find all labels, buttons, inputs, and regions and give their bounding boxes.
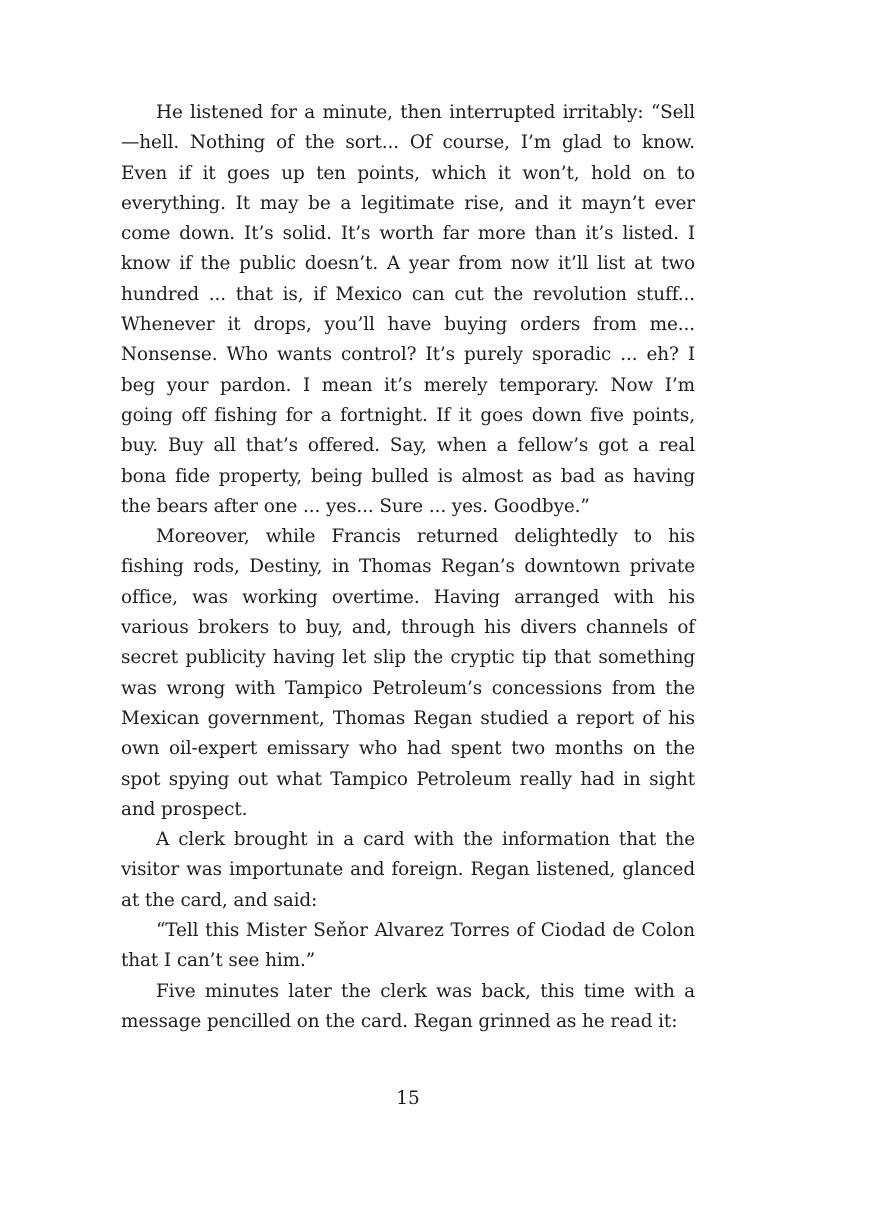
paragraph: He listened for a minute, then interrupted irritably: “Sell—hell. Nothing of the sort... Of course, I’m glad to know. Even if it goes up ten points, which it won’t, hold on to everything. It may be a legitimate rise, and it mayn’t ever come down. It’s solid. It’s worth far more than it’s listed. I know if the public doesn’t. A year from now it’ll list at two hundred ... that is, if Mexico can cut the revolution stuff... Whenever it drops, you’ll have buying orders from me... Nonsense. Who wants control? It’s purely sporadic ... eh? I beg your pardon. I mean it’s merely temporary. Now I’m going off fishing for a fortnight. If it goes down five points, buy. Buy all that’s offered. Say, when a fellow’s got a real bona fide property, being bulled is almost as bad as having the bears after one ... yes... Sure ... yes. Goodbye.” (121, 102, 695, 517)
paragraph: A clerk brought in a card with the information that the visitor was importunate and foreign. Regan listened, glanced at the card, and said: (121, 829, 695, 911)
paragraph: Five minutes later the clerk was back, this time with a message pencilled on the card. Regan grinned as he read it: (121, 980, 695, 1032)
body-text (121, 98, 695, 1037)
paragraph: Moreover, while Francis returned delightedly to his fishing rods, Destiny, in Thomas Regan’s downtown private office, was working overtime. Having arranged with his various brokers to buy, and, through his divers channels of secret publicity having let slip the cryptic tip that something was wrong with Tampico Petroleum’s concessions from the Mexican government, Thomas Regan studied a report of his own oil-expert emissary who had spent two months on the spot spying out what Tampico Petroleum really had in sight and prospect. (121, 526, 695, 820)
paragraph: “Tell this Mister Seňor Alvarez Torres of Ciodad de Colon that I can’t see him.” (121, 920, 695, 972)
page-number: 15 (396, 1088, 420, 1109)
